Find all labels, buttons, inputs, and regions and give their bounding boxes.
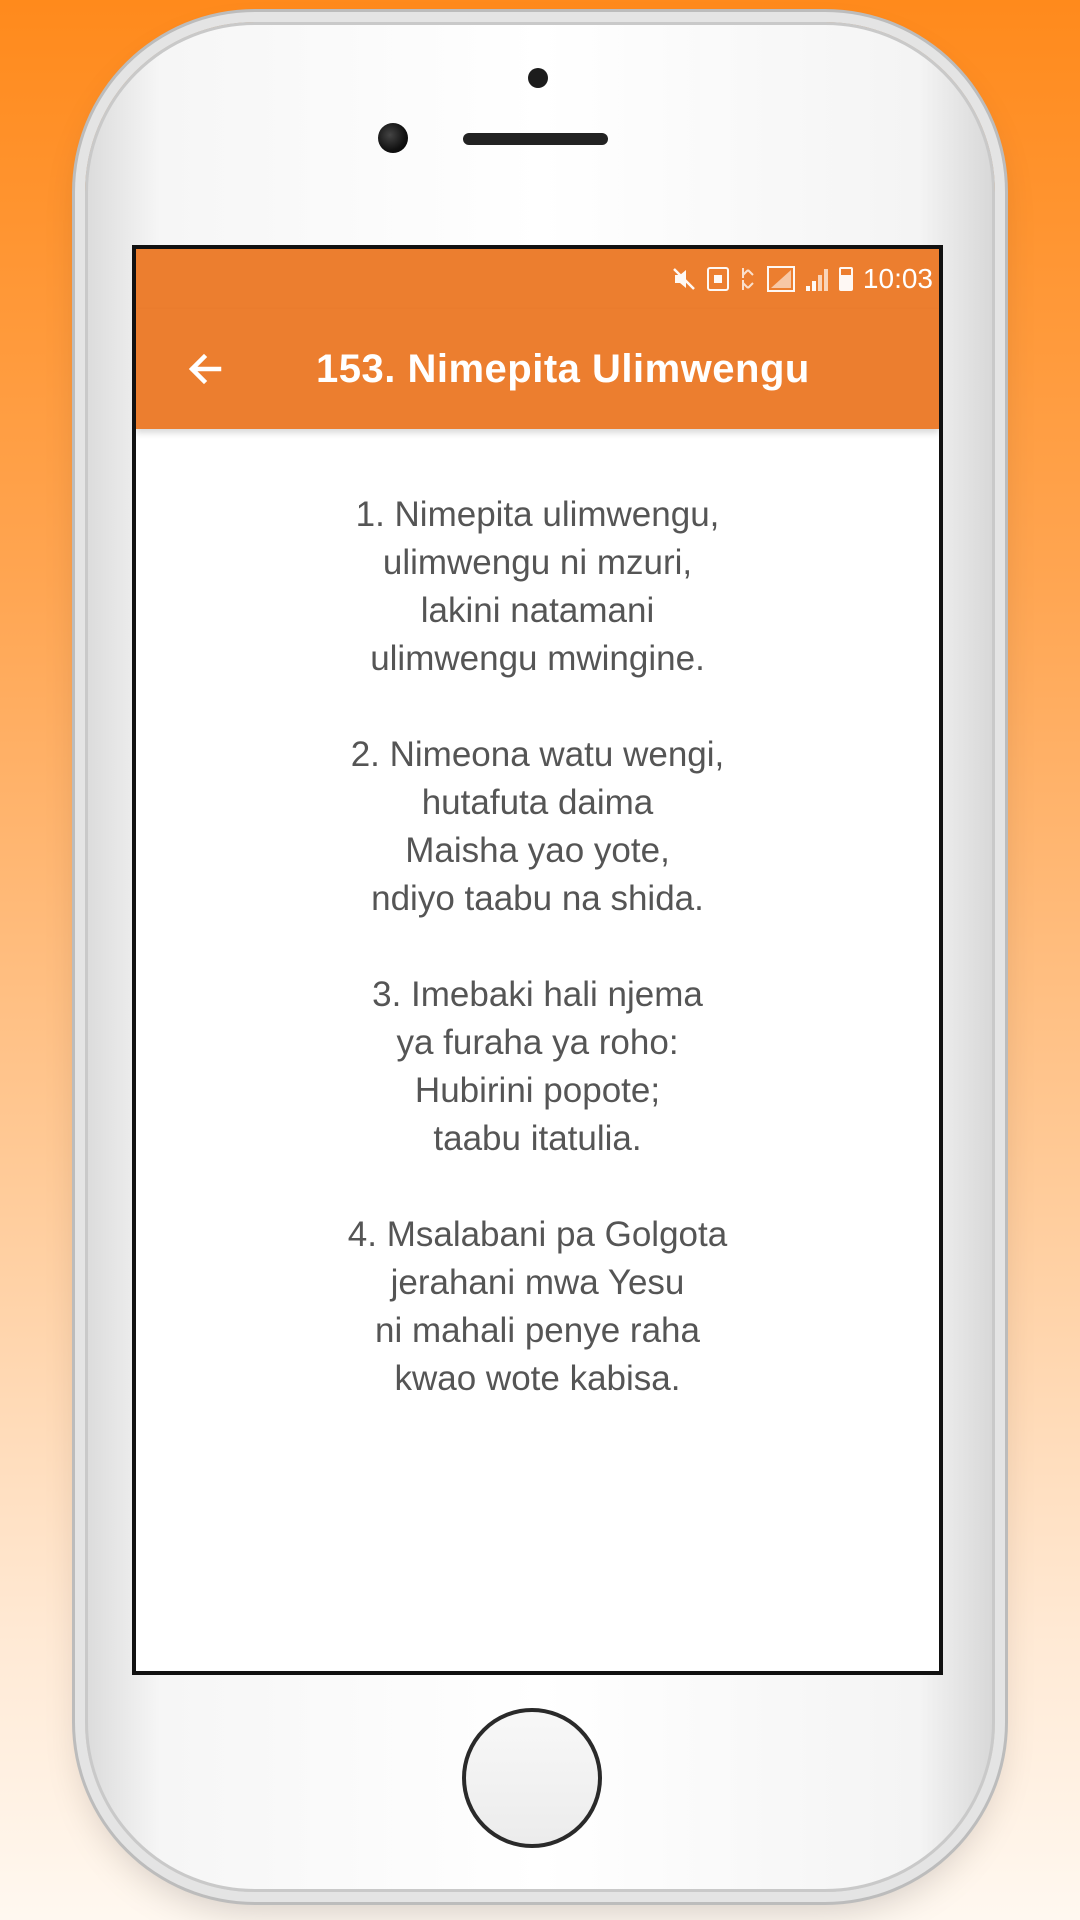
verse-1 (136, 491, 939, 683)
lte-icon (739, 264, 757, 294)
verse-line: 3. Imebaki hali njema (372, 975, 703, 1014)
mute-icon (671, 264, 697, 294)
phone-volume-down-button (73, 590, 83, 710)
verse-line: lakini natamani (420, 591, 655, 630)
front-camera (378, 123, 408, 153)
signal-icon (805, 264, 829, 294)
verse-line: 2. Nimeona watu wengi, (350, 735, 725, 774)
signal-icon (767, 264, 795, 294)
status-bar (136, 249, 939, 309)
verse-2 (136, 731, 939, 923)
verse-line: ulimwengu mwingine. (370, 639, 705, 678)
verse-line: ulimwengu ni mzuri, (382, 543, 693, 582)
verse-line: Maisha yao yote, (405, 831, 670, 870)
verse-line: ndiyo taabu na shida. (371, 879, 704, 918)
status-time: 10:03 (862, 263, 933, 294)
page-title: 153. Nimepita Ulimwengu (316, 346, 810, 391)
verse-line: 4. Msalabani pa Golgota (347, 1215, 728, 1254)
phone-power-button (997, 430, 1007, 560)
phone-screen (132, 245, 943, 1675)
phone-mute-switch (73, 330, 83, 400)
earpiece-speaker (463, 133, 608, 145)
verse-line: jerahani mwa Yesu (390, 1263, 685, 1302)
verse-line: Hubirini popote; (414, 1071, 661, 1110)
verse-line: ni mahali penye raha (375, 1311, 700, 1350)
verse-line: kwao wote kabisa. (394, 1359, 681, 1398)
phone-volume-up-button (73, 440, 83, 560)
verse-line: ya furaha ya roho: (396, 1023, 679, 1062)
back-button[interactable] (170, 334, 240, 404)
verse-line: hutafuta daima (421, 783, 654, 822)
verse-3 (136, 971, 939, 1163)
battery-icon (839, 267, 853, 291)
notification-icon (707, 267, 729, 291)
verse-4 (136, 1211, 939, 1403)
home-button[interactable] (462, 1708, 602, 1848)
hymn-content (136, 429, 939, 1403)
app-bar (136, 309, 939, 429)
verse-line: 1. Nimepita ulimwengu, (355, 495, 720, 534)
proximity-sensor (528, 68, 548, 88)
verse-line: taabu itatulia. (433, 1119, 642, 1158)
arrow-left-icon (185, 349, 225, 389)
